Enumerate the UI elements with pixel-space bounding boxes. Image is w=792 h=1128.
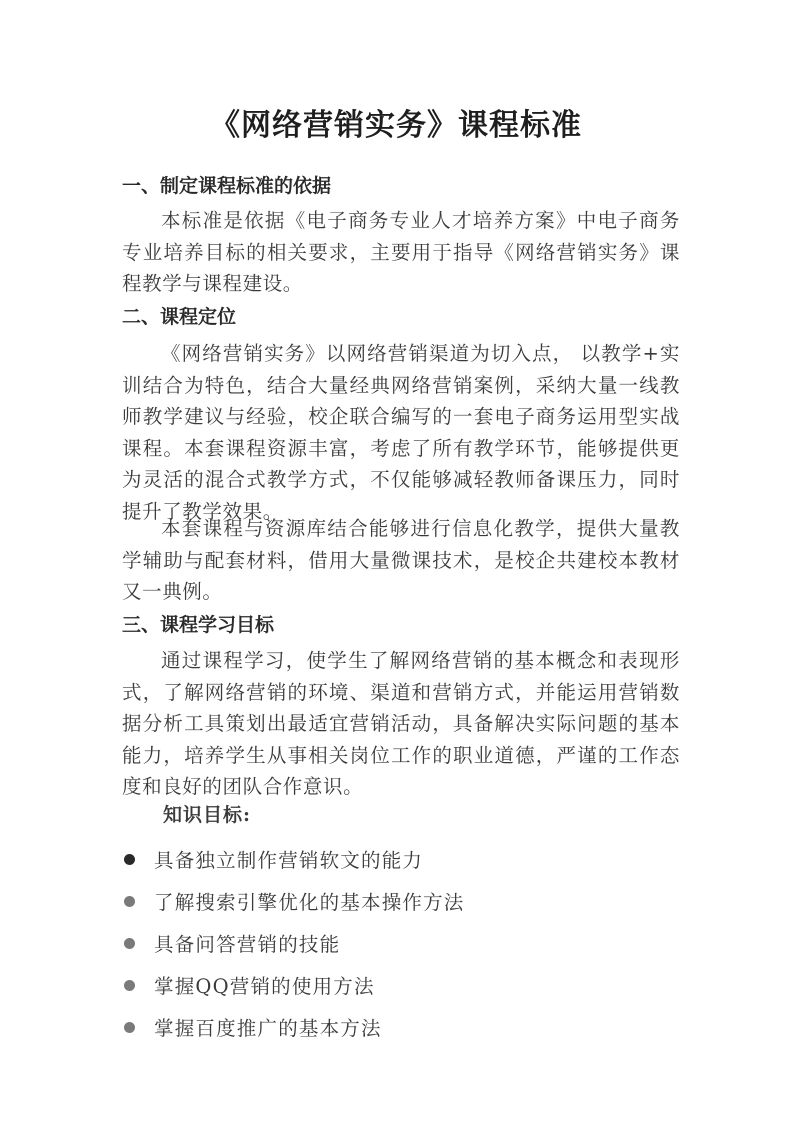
section-heading-basis: 一、制定课程标准的依据 [122, 175, 332, 197]
bullet-icon [124, 1022, 135, 1033]
bullet-icon [124, 938, 135, 949]
bullet-icon [124, 896, 135, 907]
section-paragraph-objectives: 通过课程学习，使学生了解网络营销的基本概念和表现形式，了解网络营销的环境、渠道和营销方式，并能运用营销数据分析工具策划出最适宜营销活动，具备解决实际问题的基本能力，培养学生从事相关岗位工作的职业道德，严谨的工作态度和良好的团队合作意识。 [122, 649, 680, 798]
list-item-text: 了解搜索引擎优化的基本操作方法 [154, 891, 465, 914]
document-title: 《网络营销实务》课程标准 [210, 108, 582, 143]
section-paragraph-positioning-1: 《网络营销实务》以网络营销渠道为切入点， 以教学+实训结合为特色，结合大量经典网络营销案例，采纳大量一线教师教学建议与经验，校企联合编写的一套电子商务运用型实战课程。本套课程资源丰富，考虑了所有教学环节，能够提供更 为灵活的混合式教学方式，不仅能够减轻教师备课压力，同时提升了教学效果。 [122, 342, 680, 523]
list-item-text: 掌握百度推广的基本方法 [154, 1017, 382, 1040]
bullet-icon [124, 980, 135, 991]
knowledge-goals-label: 知识目标: [163, 804, 252, 826]
section-paragraph-positioning-2: 本套课程与资源库结合能够进行信息化教学，提供大量教学辅助与配套材料，借用大量微课技术，是校企共建校本教材又一典例。 [122, 517, 680, 603]
list-item [124, 922, 465, 964]
list-item [124, 838, 465, 880]
list-item-text: 掌握QQ营销的使用方法 [154, 975, 375, 998]
knowledge-goals-list [124, 838, 465, 1048]
list-item [124, 1006, 465, 1048]
section-heading-positioning: 二、课程定位 [122, 306, 237, 328]
list-item-text: 具备独立制作营销软文的能力 [154, 849, 424, 872]
list-item [124, 964, 465, 1006]
section-heading-objectives: 三、课程学习目标 [122, 614, 275, 636]
bullet-icon [124, 854, 135, 865]
section-paragraph-basis: 本标准是依据《电子商务专业人才培养方案》中电子商务专业培养目标的相关要求，主要用于指导《网络营销实务》课程教学与课程建设。 [122, 209, 680, 295]
list-item [124, 880, 465, 922]
list-item-text: 具备问答营销的技能 [154, 933, 341, 956]
